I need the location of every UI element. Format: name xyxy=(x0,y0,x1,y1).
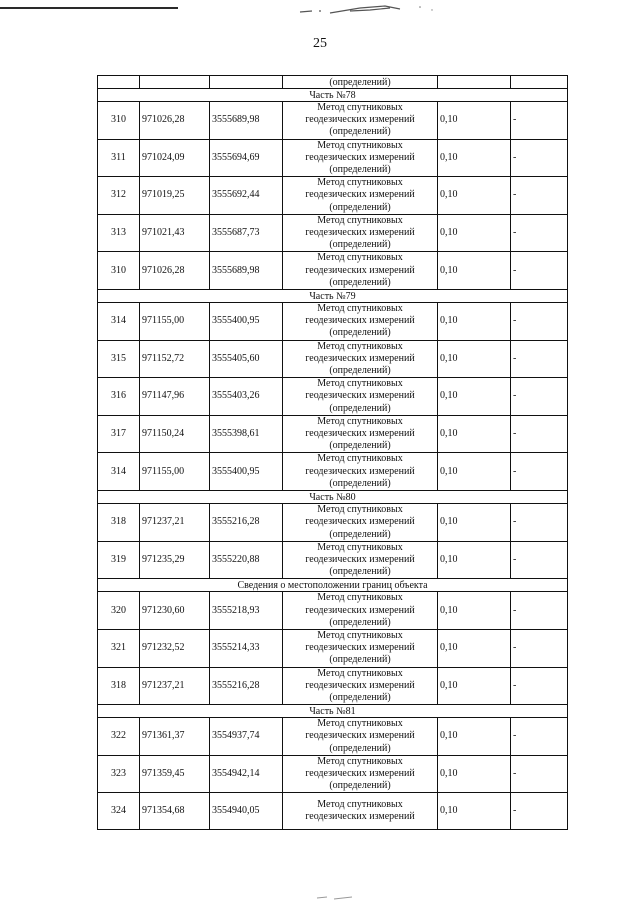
coordinate-x: 971237,21 xyxy=(140,504,210,542)
point-number: 315 xyxy=(98,340,140,378)
method-line-1: Метод спутниковых xyxy=(317,102,403,113)
coordinate-x: 971155,00 xyxy=(140,453,210,491)
coordinate-y: 3555400,95 xyxy=(210,303,283,341)
method-line-3: (определений) xyxy=(329,201,391,213)
note-value: - xyxy=(511,177,568,215)
method-cell xyxy=(283,592,438,630)
accuracy-value: 0,10 xyxy=(438,504,511,542)
method-cell xyxy=(283,755,438,793)
note-value: - xyxy=(511,629,568,667)
section-header-row xyxy=(98,290,568,303)
coordinate-y: 3555403,26 xyxy=(210,378,283,416)
method-line-3: (определений) xyxy=(329,327,391,339)
point-number: 316 xyxy=(98,378,140,416)
method-line-2: геодезических измерений xyxy=(305,553,415,565)
point-number: 321 xyxy=(98,629,140,667)
method-line-3: (определений) xyxy=(329,276,391,288)
coordinate-y: 3554942,14 xyxy=(210,755,283,793)
continuation-row xyxy=(98,76,568,89)
method-line-1: Метод спутниковых xyxy=(317,504,403,516)
continuation-method: (определений) xyxy=(283,76,438,89)
point-number: 310 xyxy=(98,102,140,140)
point-number: 318 xyxy=(98,504,140,542)
coordinate-y: 3555216,28 xyxy=(210,504,283,542)
method-cell xyxy=(283,214,438,252)
method-line-2: геодезических измерений xyxy=(305,465,415,477)
coordinate-x: 971232,52 xyxy=(140,629,210,667)
method-line-1: Метод спутниковых xyxy=(317,453,403,465)
method-line-3: (определений) xyxy=(329,742,391,754)
section-header-row xyxy=(98,705,568,718)
table-row xyxy=(98,592,568,630)
method-line-3: (определений) xyxy=(329,691,391,703)
method-line-2: геодезических измерений xyxy=(305,315,415,327)
coordinate-y: 3554940,05 xyxy=(210,793,283,830)
accuracy-value: 0,10 xyxy=(438,177,511,215)
method-cell xyxy=(283,718,438,756)
coordinate-y: 3555689,98 xyxy=(210,102,283,140)
table-row xyxy=(98,102,568,140)
coordinate-y: 3555687,73 xyxy=(210,214,283,252)
note-value: - xyxy=(511,793,568,830)
method-cell xyxy=(283,541,438,579)
method-cell xyxy=(283,177,438,215)
note-value: - xyxy=(511,453,568,491)
method-line-2: геодезических измерений xyxy=(305,264,415,276)
accuracy-value: 0,10 xyxy=(438,378,511,416)
accuracy-value: 0,10 xyxy=(438,415,511,453)
method-cell xyxy=(283,415,438,453)
table-row xyxy=(98,415,568,453)
coordinate-x: 971024,09 xyxy=(140,139,210,177)
accuracy-value: 0,10 xyxy=(438,214,511,252)
coordinate-y: 3555405,60 xyxy=(210,340,283,378)
point-number: 323 xyxy=(98,755,140,793)
accuracy-value: 0,10 xyxy=(438,252,511,290)
coordinate-y: 3555398,61 xyxy=(210,415,283,453)
accuracy-value: 0,10 xyxy=(438,592,511,630)
method-line-1: Метод спутниковых xyxy=(317,755,403,767)
coordinate-y: 3555400,95 xyxy=(210,453,283,491)
scan-noise-bottom xyxy=(312,893,372,901)
coordinate-x: 971152,72 xyxy=(140,340,210,378)
coordinate-y: 3555216,28 xyxy=(210,667,283,705)
note-value: - xyxy=(511,102,568,140)
scan-edge-line xyxy=(0,7,178,9)
section-title: Часть №79 xyxy=(98,290,568,303)
note-value: - xyxy=(511,541,568,579)
method-line-2: геодезических измерений xyxy=(305,428,415,440)
method-cell xyxy=(283,667,438,705)
point-number: 320 xyxy=(98,592,140,630)
accuracy-value: 0,10 xyxy=(438,139,511,177)
coordinate-x: 971359,45 xyxy=(140,755,210,793)
method-line-1: Метод спутниковых xyxy=(317,177,403,189)
method-line-2: геодезических измерений xyxy=(305,390,415,402)
method-line-1: Метод спутниковых xyxy=(317,799,403,811)
method-line-3: (определений) xyxy=(329,528,391,540)
table-row xyxy=(98,793,568,830)
coordinate-x: 971150,24 xyxy=(140,415,210,453)
method-line-2: геодезических измерений xyxy=(305,604,415,616)
method-line-3: (определений) xyxy=(329,365,391,377)
method-cell xyxy=(283,504,438,542)
table-row xyxy=(98,541,568,579)
coordinate-x: 971021,43 xyxy=(140,214,210,252)
table-row xyxy=(98,303,568,341)
note-value: - xyxy=(511,303,568,341)
method-line-2: геодезических измерений xyxy=(305,151,415,163)
table-row xyxy=(98,718,568,756)
method-line-2: геодезических измерений xyxy=(305,811,415,823)
coordinate-y: 3555692,44 xyxy=(210,177,283,215)
method-cell xyxy=(283,340,438,378)
method-line-3: (определений) xyxy=(329,566,391,578)
table-row xyxy=(98,177,568,215)
table-row xyxy=(98,629,568,667)
point-number: 318 xyxy=(98,667,140,705)
note-value: - xyxy=(511,378,568,416)
method-line-1: Метод спутниковых xyxy=(317,718,403,730)
table-row xyxy=(98,453,568,491)
note-value: - xyxy=(511,504,568,542)
method-line-1: Метод спутниковых xyxy=(317,252,403,264)
note-value: - xyxy=(511,592,568,630)
method-line-1: Метод спутниковых xyxy=(317,592,403,604)
note-value: - xyxy=(511,755,568,793)
method-line-2: геодезических измерений xyxy=(305,642,415,654)
note-value: - xyxy=(511,139,568,177)
accuracy-value: 0,10 xyxy=(438,629,511,667)
method-line-1: Метод спутниковых xyxy=(317,378,403,390)
method-line-3: (определений) xyxy=(329,780,391,792)
accuracy-value: 0,10 xyxy=(438,541,511,579)
coordinate-y: 3554937,74 xyxy=(210,718,283,756)
note-value: - xyxy=(511,214,568,252)
point-number: 314 xyxy=(98,453,140,491)
table-row xyxy=(98,755,568,793)
method-line-2: геодезических измерений xyxy=(305,189,415,201)
method-cell xyxy=(283,139,438,177)
coordinate-x: 971235,29 xyxy=(140,541,210,579)
point-number: 322 xyxy=(98,718,140,756)
method-cell xyxy=(283,453,438,491)
method-line-2: геодезических измерений xyxy=(305,227,415,239)
section-header-row xyxy=(98,579,568,592)
accuracy-value: 0,10 xyxy=(438,303,511,341)
accuracy-value: 0,10 xyxy=(438,793,511,830)
method-line-3: (определений) xyxy=(329,654,391,666)
method-line-1: Метод спутниковых xyxy=(317,214,403,226)
accuracy-value: 0,10 xyxy=(438,718,511,756)
note-value: - xyxy=(511,667,568,705)
table-row xyxy=(98,139,568,177)
note-value: - xyxy=(511,415,568,453)
method-cell xyxy=(283,252,438,290)
method-cell xyxy=(283,303,438,341)
method-line-2: геодезических измерений xyxy=(305,679,415,691)
coordinate-y: 3555218,93 xyxy=(210,592,283,630)
method-line-1: Метод спутниковых xyxy=(317,303,403,315)
table-row xyxy=(98,504,568,542)
coordinate-x: 971237,21 xyxy=(140,667,210,705)
method-line-1: Метод спутниковых xyxy=(317,340,403,352)
method-line-2: геодезических измерений xyxy=(305,767,415,779)
coordinate-x: 971155,00 xyxy=(140,303,210,341)
note-value: - xyxy=(511,340,568,378)
accuracy-value: 0,10 xyxy=(438,667,511,705)
coordinate-y: 3555689,98 xyxy=(210,252,283,290)
point-number: 311 xyxy=(98,139,140,177)
method-line-3: (определений) xyxy=(329,239,391,251)
method-line-3: (определений) xyxy=(329,402,391,414)
section-title: Часть №78 xyxy=(98,89,568,102)
method-line-3: (определений) xyxy=(329,126,391,138)
method-line-3: (определений) xyxy=(329,477,391,489)
section-header-row xyxy=(98,491,568,504)
point-number: 313 xyxy=(98,214,140,252)
section-title: Часть №81 xyxy=(98,705,568,718)
method-line-3: (определений) xyxy=(329,164,391,176)
method-line-1: Метод спутниковых xyxy=(317,541,403,553)
method-line-2: геодезических измерений xyxy=(305,516,415,528)
coordinate-x: 971026,28 xyxy=(140,252,210,290)
method-line-1: Метод спутниковых xyxy=(317,667,403,679)
coordinate-x: 971026,28 xyxy=(140,102,210,140)
coordinate-y: 3555220,88 xyxy=(210,541,283,579)
point-number: 314 xyxy=(98,303,140,341)
accuracy-value: 0,10 xyxy=(438,340,511,378)
table-row xyxy=(98,214,568,252)
section-title: Сведения о местоположении границ объекта xyxy=(98,579,568,592)
note-value: - xyxy=(511,252,568,290)
point-number: 312 xyxy=(98,177,140,215)
accuracy-value: 0,10 xyxy=(438,453,511,491)
table-row xyxy=(98,252,568,290)
table-row xyxy=(98,667,568,705)
point-number: 317 xyxy=(98,415,140,453)
section-title: Часть №80 xyxy=(98,491,568,504)
method-cell xyxy=(283,629,438,667)
method-line-3: (определений) xyxy=(329,440,391,452)
coordinate-x: 971230,60 xyxy=(140,592,210,630)
note-value: - xyxy=(511,718,568,756)
method-cell xyxy=(283,102,438,140)
coordinate-x: 971354,68 xyxy=(140,793,210,830)
method-line-1: Метод спутниковых xyxy=(317,629,403,641)
point-number: 324 xyxy=(98,793,140,830)
table-row xyxy=(98,340,568,378)
point-number: 310 xyxy=(98,252,140,290)
method-line-3: (определений) xyxy=(329,616,391,628)
coordinate-y: 3555214,33 xyxy=(210,629,283,667)
section-header-row xyxy=(98,89,568,102)
method-line-2: геодезических измерений xyxy=(305,114,415,126)
coordinate-y: 3555694,69 xyxy=(210,139,283,177)
method-line-2: геодезических измерений xyxy=(305,352,415,364)
method-line-2: геодезических измерений xyxy=(305,730,415,742)
method-line-1: Метод спутниковых xyxy=(317,139,403,151)
accuracy-value: 0,10 xyxy=(438,755,511,793)
coordinate-x: 971147,96 xyxy=(140,378,210,416)
table-row xyxy=(98,378,568,416)
coordinate-x: 971019,25 xyxy=(140,177,210,215)
coordinates-table xyxy=(97,75,568,830)
point-number: 319 xyxy=(98,541,140,579)
method-cell xyxy=(283,378,438,416)
coordinate-x: 971361,37 xyxy=(140,718,210,756)
accuracy-value: 0,10 xyxy=(438,102,511,140)
scan-noise-top xyxy=(290,2,440,16)
page-number: 25 xyxy=(313,36,327,51)
table-body xyxy=(98,76,568,830)
method-cell xyxy=(283,793,438,830)
method-line-1: Метод спутниковых xyxy=(317,415,403,427)
